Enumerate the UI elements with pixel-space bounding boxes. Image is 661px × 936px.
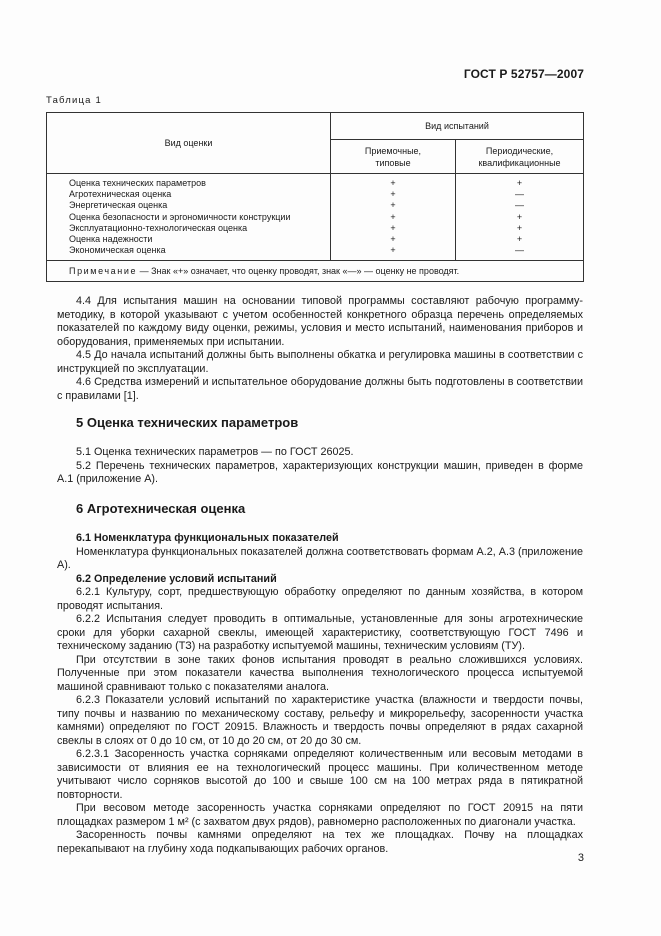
table-row-name: Энергетическая оценка xyxy=(69,200,168,211)
table-cell-mark: + xyxy=(390,178,396,188)
table-cell-mark: + xyxy=(390,211,396,222)
section-6-paragraphs xyxy=(57,532,583,856)
paragraph-6-2-2-continued: При отсутствии в зоне таких фонов испытания проводят в реально сложившихся условиях. Полученные при этом показатели качества выполнения технологического процесса испытуемой машиной сравнивают только с показателями аналога. xyxy=(57,653,583,693)
table-body-acceptance xyxy=(331,174,456,261)
paragraph-4-6: 4.6 Средства измерений и испытательное оборудование должны быть подготовлены в соответствии с правилами [1]. xyxy=(57,376,583,402)
paragraph-5-2: 5.2 Перечень технических параметров, характеризующих конструкции машин, приведен в форме А.1 (приложение А). xyxy=(57,459,583,485)
table-cell-mark: + xyxy=(516,211,523,222)
document-code: ГОСТ Р 52757—2007 xyxy=(463,67,584,81)
section-5-heading: 5 Оценка технических параметров xyxy=(76,415,299,430)
table-row-name: Оценка надежности xyxy=(69,234,153,245)
subsection-6-1-heading: 6.1 Номенклатура функциональных показателей xyxy=(76,532,339,544)
table-cell-mark: + xyxy=(516,178,523,188)
paragraph-6-2-3: 6.2.3 Показатели условий испытаний по характеристике участка (влажности и твердости почвы, типу почвы и названию по механическому составу, рельефу и микрорельефу, засоренности участка камнями) определяют по ГОСТ 20915. Влажность и твердость почвы определяют в рядах сахарной свеклы в слоях от 0 до 10 см, от 10 до 20 см, от 20 до 30 см. xyxy=(57,694,583,747)
table-cell-mark: + xyxy=(390,245,396,256)
table-row-name: Оценка технических параметров xyxy=(69,178,206,188)
note-text: — Знак «+» означает, что оценку проводят, знак «—» — оценку не проводят. xyxy=(137,266,460,277)
subsection-6-2-heading: 6.2 Определение условий испытаний xyxy=(76,572,277,585)
header-test-type: Вид испытаний xyxy=(331,113,584,140)
table-cell-mark: + xyxy=(390,189,396,200)
header-evaluation-type: Вид оценки xyxy=(47,113,331,174)
paragraph-stones: Засоренность почвы камнями определяют на тех же площадках. Почву на площадках перекапывают на глубину хода подкапывающих рабочих органов. xyxy=(57,829,583,855)
table-row-name: Агротехническая оценка xyxy=(69,189,172,200)
table-cell-mark: + xyxy=(390,200,396,211)
paragraph-6-2-3-1: 6.2.3.1 Засоренность участка сорняками определяют количественным или весовым методами в зависимости от влияния ее на технологический процесс машины. При количественном методе учитывают число сорняков высотой до 100 и свыше 100 см на 100 метрах ряда в пятикратной повторности. xyxy=(57,748,583,801)
table-body-names xyxy=(47,174,331,261)
table-cell-mark: — xyxy=(515,200,524,211)
table-cell-mark: — xyxy=(515,245,524,256)
paragraph-6-2-1: 6.2.1 Культуру, сорт, предшествующую обработку определяют по данным хозяйства, в котором проводят испытания. xyxy=(57,586,583,612)
paragraph-weight-method: При весовом методе засоренность участка сорняками определяют по ГОСТ 20915 на пяти площадках размером 1 м² (с захватом двух рядов), равномерно расположенных по диагонали участка. xyxy=(57,802,583,828)
table-note xyxy=(47,261,584,282)
table-row-name: Экономическая оценка xyxy=(69,245,166,256)
table-body-periodic xyxy=(456,174,584,261)
paragraph-4-4: 4.4 Для испытания машин на основании типовой программы составляют рабочую программу-методику, в которой указывают с учетом особенностей конкретного образца перечень определяемых показателей по каждому виду оценки, режимы, условия и место испытаний, наименования приборов и оборудования, применяемых при испытании. xyxy=(57,295,583,348)
table-row-name: Эксплуатационно-технологическая оценка xyxy=(69,222,248,233)
section-5-heading-wrap xyxy=(57,416,583,430)
section-6-heading: 6 Агротехническая оценка xyxy=(76,501,246,516)
section-5-paragraphs xyxy=(57,446,583,487)
table-row-name: Оценка безопасности и эргономичности конструкции xyxy=(69,211,291,222)
table-cell-mark: + xyxy=(390,234,396,245)
table-cell-mark: + xyxy=(516,222,523,233)
paragraph-6-2-2: 6.2.2 Испытания следует проводить в оптимальные, установленные для зоны агротехнические сроки для уборки сахарной свеклы, имеющей характеристику, соответствующую ГОСТ 7496 и техническому заданию (ТЗ) на разработку испытуемой машины, техническим условиям (ТУ). xyxy=(57,613,583,652)
table-caption: Таблица 1 xyxy=(46,95,102,106)
table-cell-mark: + xyxy=(390,222,396,233)
page-number: 3 xyxy=(577,852,584,864)
header-periodic: Периодические, квалификационные xyxy=(456,140,584,174)
header-acceptance: Приемочные, типовые xyxy=(331,140,456,174)
table-cell-mark: + xyxy=(516,234,523,245)
section-6-heading-wrap xyxy=(57,502,583,516)
evaluation-table xyxy=(46,112,584,282)
section-4-paragraphs xyxy=(57,295,583,403)
paragraph-6-1: Номенклатура функциональных показателей должна соответствовать формам А.2, А.3 (приложение А). xyxy=(57,545,583,571)
note-prefix: Примечание xyxy=(69,266,138,277)
paragraph-5-1: 5.1 Оценка технических параметров — по ГОСТ 26025. xyxy=(76,446,354,458)
paragraph-4-5: 4.5 До начала испытаний должны быть выполнены обкатка и регулировка машины в соответствии с инструкцией по эксплуатации. xyxy=(57,349,583,375)
table-cell-mark: — xyxy=(515,189,524,200)
